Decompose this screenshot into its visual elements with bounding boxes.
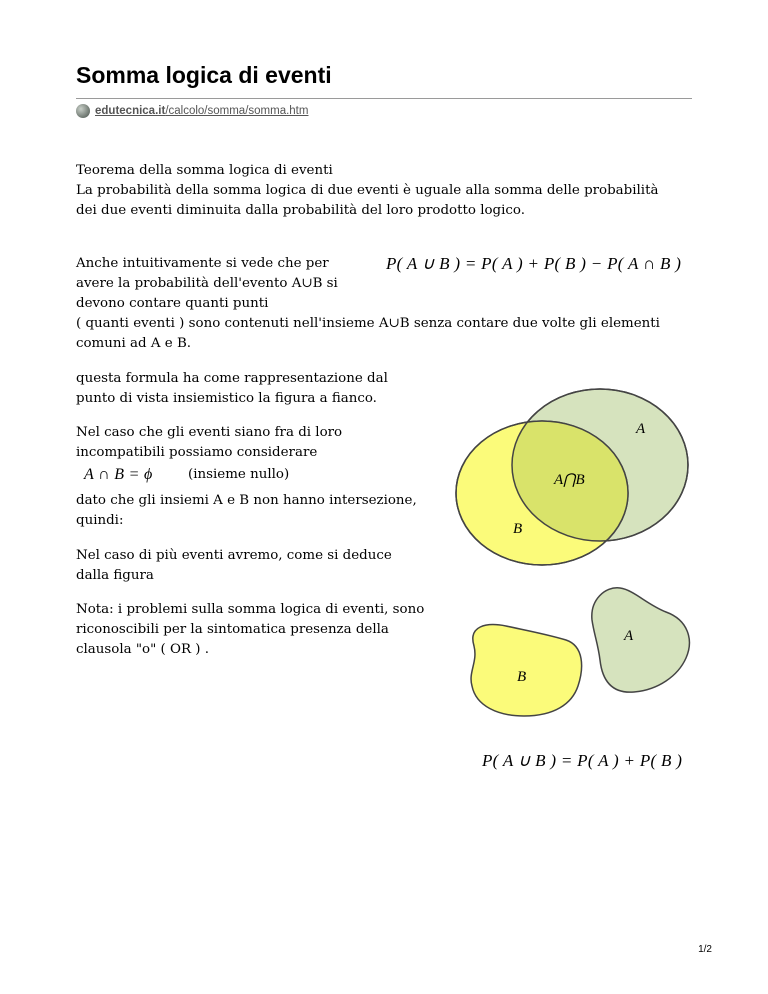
disjoint-sets-diagram (462, 582, 697, 722)
disjoint-label-a: A (624, 628, 634, 644)
page-title: Somma logica di eventi (76, 62, 332, 88)
note-line-3: clausola "o" ( OR ) . (76, 642, 210, 657)
formula-general: P( A ∪ B ) = P( A ) + P( B ) − P( A ∩ B ) (386, 254, 682, 273)
title-divider (76, 98, 692, 99)
representation-line-2: punto di vista insiemistico la figura a fianco. (76, 391, 377, 406)
representation-line-1: questa formula ha come rappresentazione dal (76, 371, 388, 386)
theorem-text-line-1: La probabilità della somma logica di due eventi è uguale alla somma delle probabilità (76, 183, 659, 198)
source-path: /calcolo/somma/somma.htm (165, 105, 309, 117)
incompatible-line-3: dato che gli insiemi A e B non hanno intersezione, (76, 493, 417, 508)
source-domain: edutecnica.it (95, 105, 166, 117)
venn-label-intersection: A⋂B (554, 472, 585, 488)
theorem-title: Teorema della somma logica di eventi (76, 163, 333, 178)
incompatible-line-2: incompatibili possiamo considerare (76, 445, 318, 460)
multi-events-line-1: Nel caso di più eventi avremo, come si deduce (76, 548, 392, 563)
multi-events-line-2: dalla figura (76, 568, 154, 583)
incompatible-line-4: quindi: (76, 513, 124, 528)
intuitive-line-5: comuni ad A e B. (76, 336, 192, 351)
note-line-2: riconoscibili per la sintomatica presenza della (76, 622, 389, 637)
intuitive-line-3: devono contare quanti punti (76, 296, 269, 311)
intuitive-line-2: avere la probabilità dell'evento A∪B si (76, 276, 338, 291)
venn-diagram-intersection (450, 385, 695, 575)
empty-set-note: (insieme nullo) (188, 467, 290, 482)
formula-incompatible: P( A ∪ B ) = P( A ) + P( B ) (482, 751, 683, 770)
empty-set-formula: A ∩ B = ϕ (84, 466, 153, 483)
intuitive-line-1: Anche intuitivamente si vede che per (76, 256, 329, 271)
disjoint-set-a (592, 588, 690, 692)
incompatible-line-1: Nel caso che gli eventi siano fra di loro (76, 425, 343, 440)
theorem-text-line-2: dei due eventi diminuita dalla probabilità del loro prodotto logico. (76, 203, 525, 218)
disjoint-set-b (471, 625, 582, 716)
venn-label-a: A (636, 421, 646, 437)
intuitive-line-4: ( quanti eventi ) sono contenuti nell'insieme A∪B senza contare due volte gli elementi (76, 316, 660, 331)
page-number: 1/2 (698, 944, 712, 955)
source-link-row[interactable] (76, 103, 308, 119)
venn-label-b: B (513, 521, 523, 537)
disjoint-label-b: B (517, 669, 527, 685)
site-favicon-icon (76, 104, 90, 118)
note-line-1: Nota: i problemi sulla somma logica di eventi, sono (76, 602, 425, 617)
source-link[interactable] (95, 105, 308, 117)
